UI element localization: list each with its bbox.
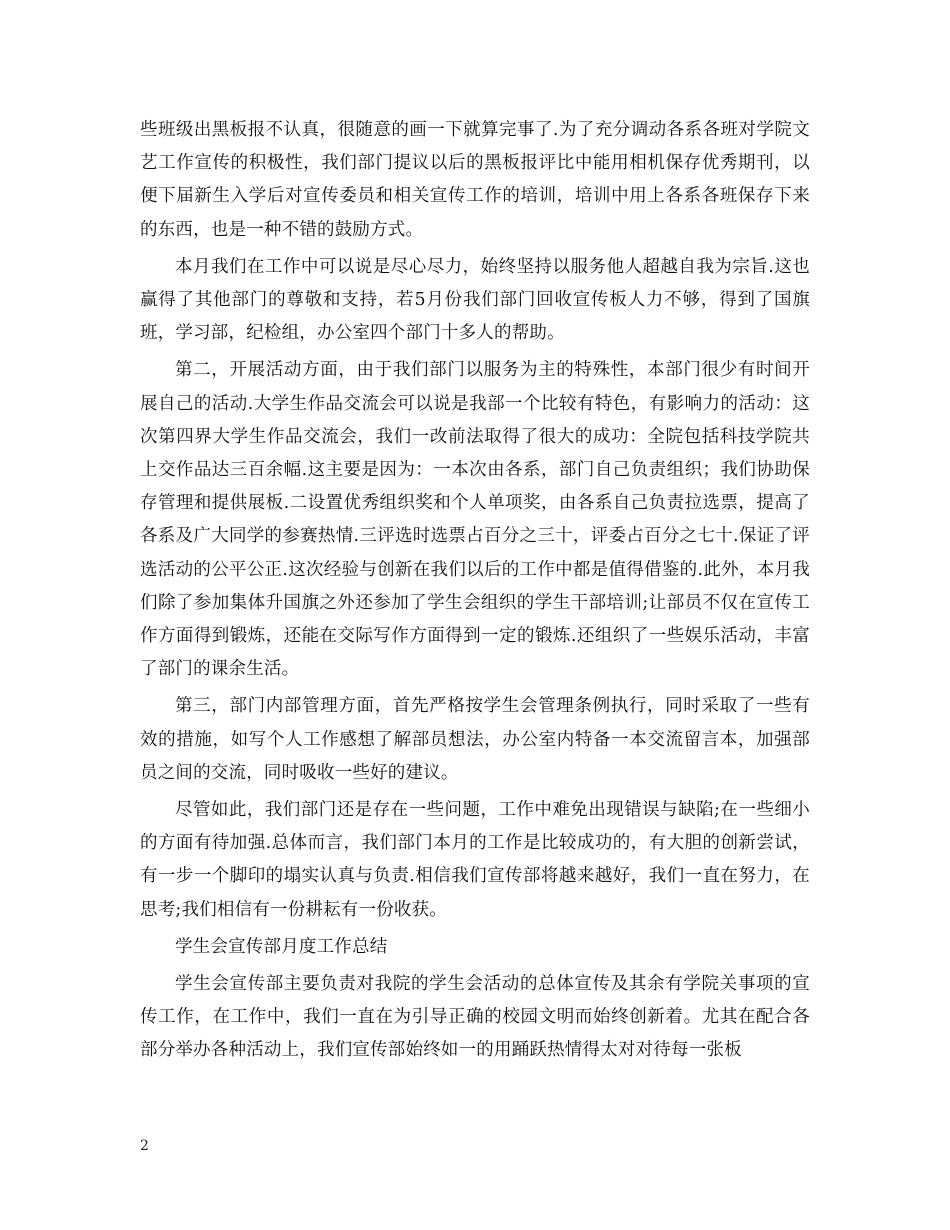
paragraph-internal-management: 第三，部门内部管理方面，首先严格按学生会管理条例执行，同时采取了一些有效的措施，如写个人工作感想了解部员想法，办公室内特备一本交流留言本，加强部员之间的交流，同时吸收一些好的建议。 bbox=[140, 696, 810, 783]
page-number: 2 bbox=[140, 1138, 149, 1154]
paragraph-monthly-effort: 本月我们在工作中可以说是尽心尽力，始终坚持以服务他人超越自我为宗旨.这也赢得了其他部门的尊敬和支持，若5月份我们部门回收宣传板人力不够，得到了国旗班，学习部，纪检组，办公室四个部门十多人的帮助。 bbox=[140, 256, 810, 344]
paragraph-activities: 第二，开展活动方面，由于我们部门以服务为主的特殊性，本部门很少有时间开展自己的活动.大学生作品交流会可以说是我部一个比较有特色，有影响力的活动：这次第四界大学生作品交流会，我们一改前法取得了很大的成功：全院包括科技学院共上交作品达三百余幅.这主要是因为：一本次由各系，部门自己负责组织；我们协助保存管理和提供展板.二设置优秀组织奖和个人单项奖，由各系自己负责拉选票，提高了各系及广大同学的参赛热情.三评选时选票占百分之三十，评委占百分之七十.保证了评选活动的公平公正.这次经验与创新在我们以后的工作中都是值得借鉴的.此外，本月我们除了参加集体升国旗之外还参加了学生会组织的学生干部培训;让部员不仅在宣传工作方面得到锻炼，还能在交际写作方面得到一定的锻炼.还组织了一些娱乐活动，丰富了部门的课余生活。 bbox=[140, 360, 810, 680]
section-heading: 学生会宣传部月度工作总结 bbox=[175, 936, 388, 957]
document-body bbox=[140, 114, 810, 1072]
paragraph-continuation: 些班级出黑板报不认真，很随意的画一下就算完事了.为了充分调动各系各班对学院文艺工作宣传的积极性，我们部门提议以后的黑板报评比中能用相机保存优秀期刊，以便下届新生入学后对宣传委员和相关宣传工作的培训，培训中用上各系各班保存下来的东西，也是一种不错的鼓励方式。 bbox=[140, 120, 810, 240]
paragraph-publicity-intro: 学生会宣传部主要负责对我院的学生会活动的总体宣传及其余有学院关事项的宣传工作，在工作中，我们一直在为引导正确的校园文明而始终创新着。尤其在配合各部分举办各种活动上，我们宣传部始终如一的用踊跃热情得太对对待每一张板 bbox=[140, 974, 810, 1061]
paragraph-problems: 尽管如此，我们部门还是存在一些问题，工作中难免出现错误与缺陷;在一些细小的方面有待加强.总体而言，我们部门本月的工作是比较成功的，有大胆的创新尝试，有一步一个脚印的塌实认真与负责.相信我们宣传部将越来越好，我们一直在努力，在思考;我们相信有一份耕耘有一份收获。 bbox=[140, 800, 810, 920]
